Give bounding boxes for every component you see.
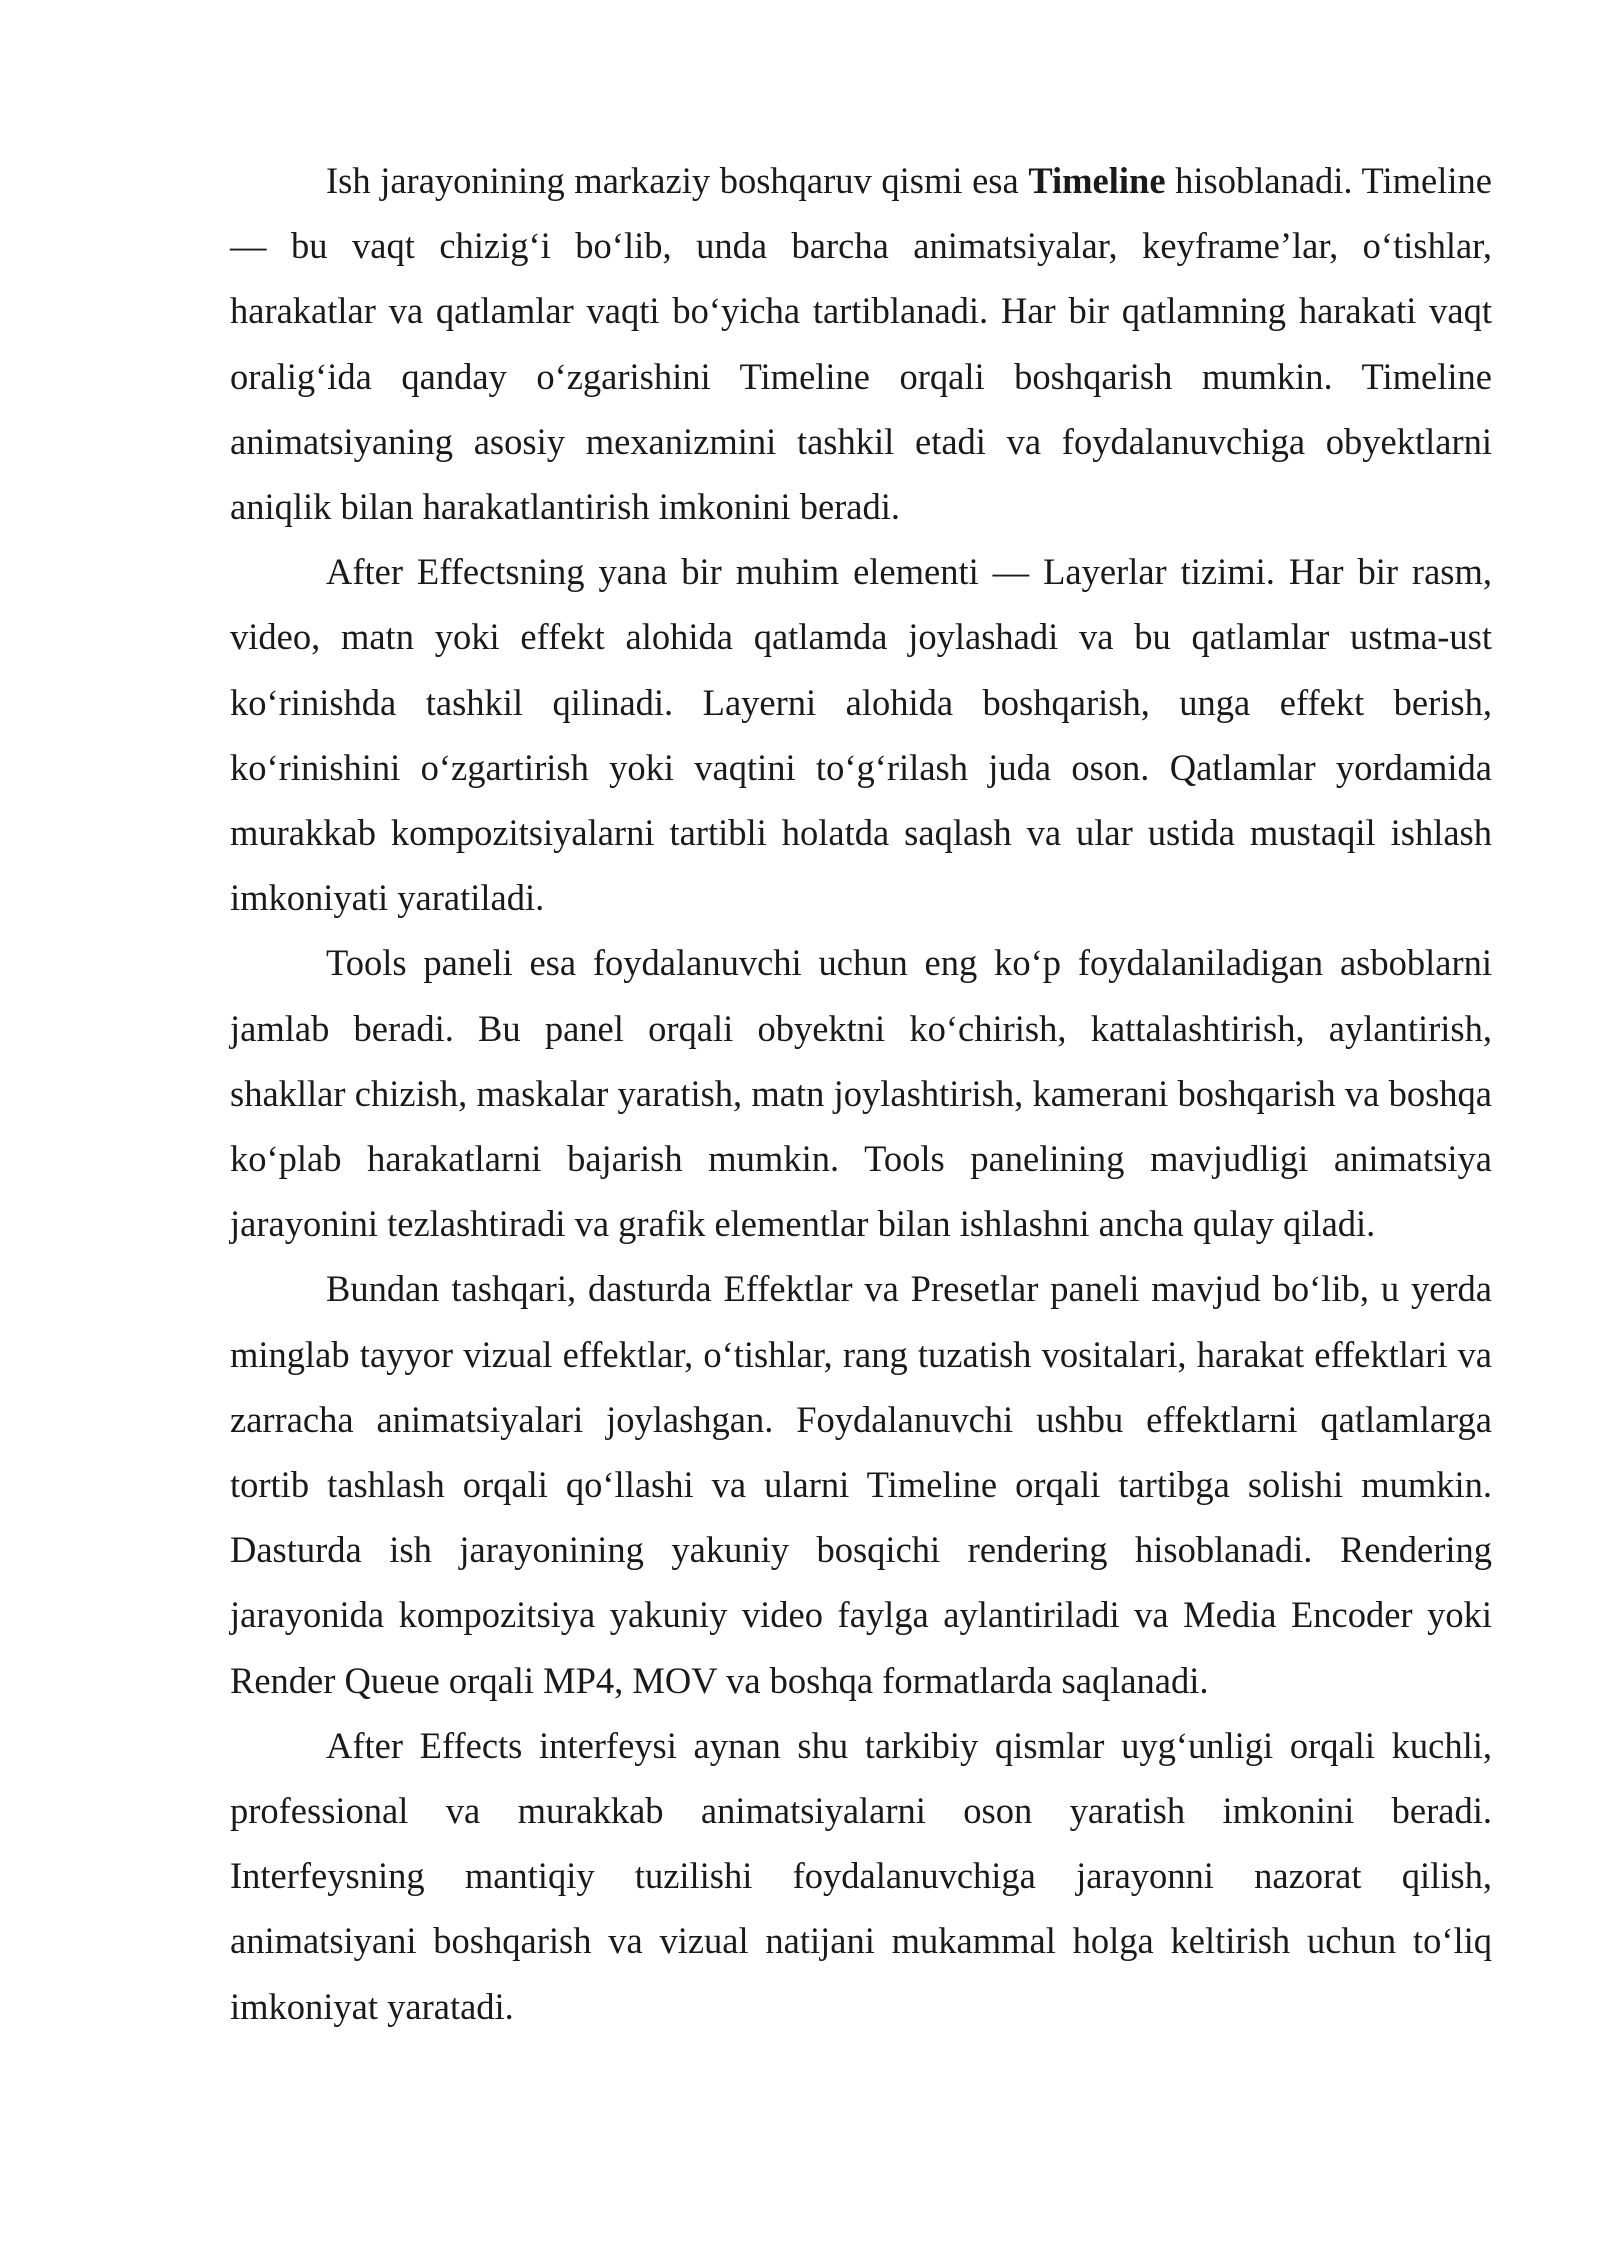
- paragraph-timeline-intro: Ish jarayonining markaziy boshqaruv qismi esa: [326, 160, 1029, 201]
- paragraph-interface-summary: After Effects interfeysi aynan shu tarkibiy qismlar uyg‘unligi orqali kuchli, professional va murakkab animatsiyalarni oson yaratish imkonini beradi. Interfeysning mantiqiy tuzilishi foydalanuvchiga jarayonni nazorat qilish, animatsiyani boshqarish va vizual natijani mukammal holga keltirish uchun to‘liq imkoniyat yaratadi.: [230, 1724, 1492, 2027]
- paragraph-timeline-rest: hisoblanadi. Timeline — bu vaqt chizig‘i bo‘lib, unda barcha animatsiyalar, keyframe’lar, o‘tishlar, harakatlar va qatlamlar vaqti bo‘yicha tartiblanadi. Har bir qatlamning harakati vaqt oralig‘ida qanday o‘zgarishini Timeline orqali boshqarish mumkin. Timeline animatsiyaning asosiy mexanizmini tashkil etadi va foydalanuvchiga obyektlarni aniqlik bilan harakatlantirish imkonini beradi.: [230, 160, 1492, 528]
- paragraph-effects-rendering: Bundan tashqari, dasturda Effektlar va Presetlar paneli mavjud bo‘lib, u yerda minglab tayyor vizual effektlar, o‘tishlar, rang tuzatish vositalari, harakat effektlari va zarracha animatsiyalari joylashgan. Foydalanuvchi ushbu effektlarni qatlamlarga tortib tashlash orqali qo‘llashi va ularni Timeline orqali tartibga solishi mumkin. Dasturda ish jarayonining yakuniy bosqichi rendering hisoblanadi. Rendering jarayonida kompozitsiya yakuniy video faylga aylantiriladi va Media Encoder yoki Render Queue orqali MP4, MOV va boshqa formatlarda saqlanadi.: [230, 1268, 1492, 1701]
- document-body: [230, 148, 1492, 2039]
- timeline-term: Timeline: [1028, 160, 1166, 201]
- paragraph-timeline: [230, 148, 1492, 539]
- paragraph-layers: After Effectsning yana bir muhim elementi — Layerlar tizimi. Har bir rasm, video, matn yoki effekt alohida qatlamda joylashadi va bu qatlamlar ustma-ust ko‘rinishda tashkil qilinadi. Layerni alohida boshqarish, unga effekt berish, ko‘rinishini o‘zgartirish yoki vaqtini to‘g‘rilash juda oson. Qatlamlar yordamida murakkab kompozitsiyalarni tartibli holatda saqlash va ular ustida mustaqil ishlash imkoniyati yaratiladi.: [230, 551, 1492, 919]
- paragraph-tools: Tools paneli esa foydalanuvchi uchun eng ko‘p foydalaniladigan asboblarni jamlab beradi. Bu panel orqali obyektni ko‘chirish, kattalashtirish, aylantirish, shakllar chizish, maskalar yaratish, matn joylashtirish, kamerani boshqarish va boshqa ko‘plab harakatlarni bajarish mumkin. Tools panelining mavjudligi animatsiya jarayonini tezlashtiradi va grafik elementlar bilan ishlashni ancha qulay qiladi.: [230, 942, 1492, 1245]
